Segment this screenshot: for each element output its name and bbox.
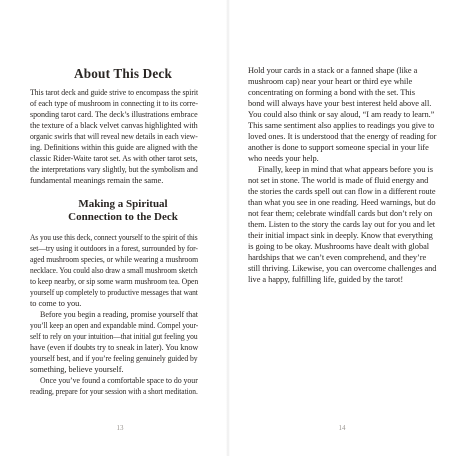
right-page [228, 0, 456, 456]
section-line: you’ll keep an open and expandable mind. Compel your- [30, 321, 199, 330]
section-line: to come to you. [30, 299, 82, 308]
body-line: hardships that we can’t even comprehend, and they’re [248, 253, 427, 262]
body-line: the stories the cards spell out can flow in a different route [248, 187, 436, 196]
body-line: loved ones. It is understood that the energy of reading for [248, 132, 437, 141]
section-heading-line-2: Connection to the Deck [68, 211, 178, 223]
section-line: aged mushroom species, or while wearing a mushroom [30, 255, 199, 264]
body-line: their initial impact sink in deeply. Know that everything [248, 231, 433, 240]
section-line: self to rely on your intuition—that initial gut feeling you [30, 332, 198, 341]
body-line: fundamental meanings remain the same. [30, 176, 164, 185]
section-line: reading, prepare for your session with a short meditation. [30, 387, 198, 396]
body-line: is going to be okay. Mushrooms have dealt with global [248, 242, 430, 251]
body-line: Hold your cards in a stack or a fanned shape (like a [248, 66, 418, 75]
body-line: ing. Definitions within this guide are aligned with the [30, 143, 198, 152]
body-line: of each type of mushroom in connecting it to its corre- [30, 99, 198, 108]
body-line: concentrating on forming a bond with the set. This [248, 88, 415, 97]
section-line: have (even if doubts try to sneak in later). You know [30, 343, 199, 352]
body-line: You could also think or say aloud, “I am ready to learn.” [248, 110, 435, 119]
body-line: mushroom cap) near your heart or third eye while [248, 77, 413, 86]
section-heading-line-1: Making a Spiritual [78, 198, 168, 210]
section-line: to keep nearby, or sip some warm mushroom tea. Open [30, 277, 199, 286]
body-line: live a happy, fulfilling life, guided by the tarot! [248, 275, 404, 284]
body-line: the texture of a black velvet canvas highlighted with [30, 121, 198, 130]
body-line: sponding tarot card. The deck’s illustrations embrace [30, 110, 198, 119]
section-line: As you use this deck, connect yourself to the spirit of this [30, 233, 198, 242]
section-line: Before you begin a reading, promise yourself that [40, 310, 199, 319]
body-line: classic Rider-Waite tarot set. As with other tarot sets, [30, 154, 198, 163]
body-line: bond will always have your best interest held above all. [248, 99, 432, 108]
body-line: them. Listen to the story the cards lay out for you and let [248, 220, 436, 229]
section-line: necklace. You could also draw a small mushroom sketch [30, 266, 198, 275]
body-line: still thriving. Likewise, you can overcome challenges and [248, 264, 437, 273]
section-line: Once you’ve found a comfortable space to do your [40, 376, 198, 385]
body-line: who needs your help. [248, 154, 319, 163]
section-line: yourself up completely to productive messages that want [30, 288, 198, 297]
page-number: 13 [116, 424, 124, 432]
page-number: 14 [338, 424, 346, 432]
page-title: About This Deck [73, 66, 173, 81]
body-line: not set in stone. The world is made of fluid energy and [248, 176, 429, 185]
body-line: Finally, keep in mind that what appears before you is [258, 165, 433, 174]
body-line: than what you see in one reading. Heed warnings, but do [248, 198, 436, 207]
body-line: This same sentiment also applies to readings you give to [248, 121, 435, 130]
section-line: set—try using it outdoors in a forest, surrounded by for- [30, 244, 198, 253]
body-line: organic swirls that will reveal new details in each view- [30, 132, 198, 141]
body-line: another is done to support someone special in your life [248, 143, 429, 152]
body-line: not fear them; celebrate windfall cards but don’t rely on [248, 209, 433, 218]
section-line: yourself best, and if you’re feeling genuinely guided by [30, 354, 198, 363]
body-line: This tarot deck and guide strive to encompass the spirit [30, 88, 199, 97]
body-line: the interpretations vary slightly, but the symbolism and [30, 165, 198, 174]
section-line: something, believe yourself. [30, 365, 124, 374]
